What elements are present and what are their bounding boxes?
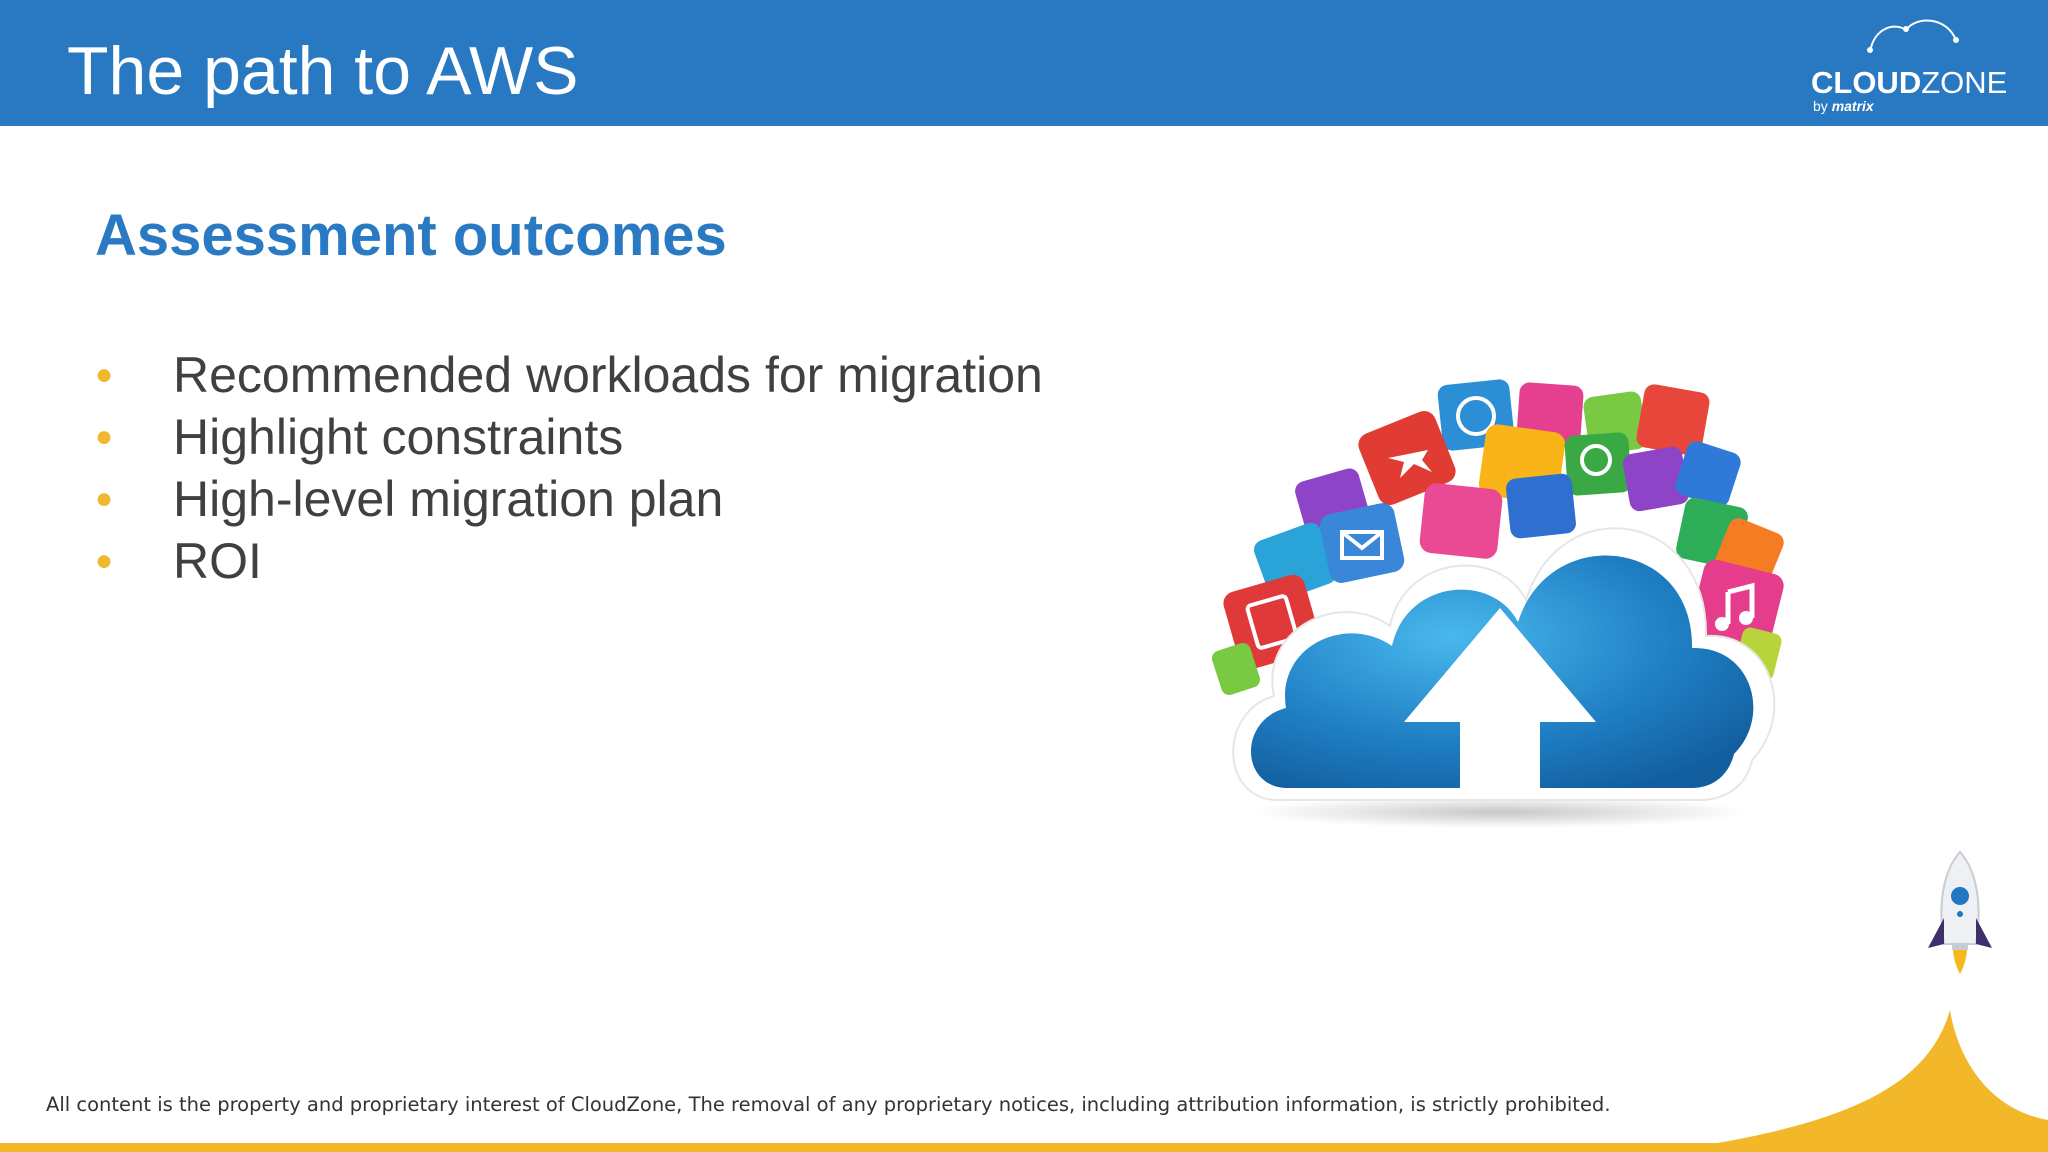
rocket-icon: [1920, 848, 2000, 988]
logo-word-zone: ZONE: [1921, 65, 2008, 100]
bullet-text: ROI: [173, 533, 262, 589]
footer-copyright-note: All content is the property and proprietary interest of CloudZone, The removal of any proprietary notices, including attribution information, is strictly prohibited.: [46, 1093, 1611, 1116]
bullet-dot-icon: ●: [95, 420, 114, 453]
logo-word-cloud: CLOUD: [1811, 65, 1922, 100]
slide-title: The path to AWS: [67, 33, 579, 109]
bullet-text: Highlight constraints: [173, 409, 624, 465]
bullet-dot-icon: ●: [95, 358, 114, 391]
footer-accent-bar: [0, 1143, 2048, 1152]
section-heading: Assessment outcomes: [95, 203, 727, 268]
bullet-text: Recommended workloads for migration: [173, 347, 1043, 403]
logo-matrix: matrix: [1831, 98, 1874, 114]
logo-by: by: [1813, 98, 1828, 114]
bullet-dot-icon: ●: [95, 482, 114, 515]
bullet-dot-icon: ●: [95, 544, 114, 577]
bullet-text: High-level migration plan: [173, 471, 724, 527]
